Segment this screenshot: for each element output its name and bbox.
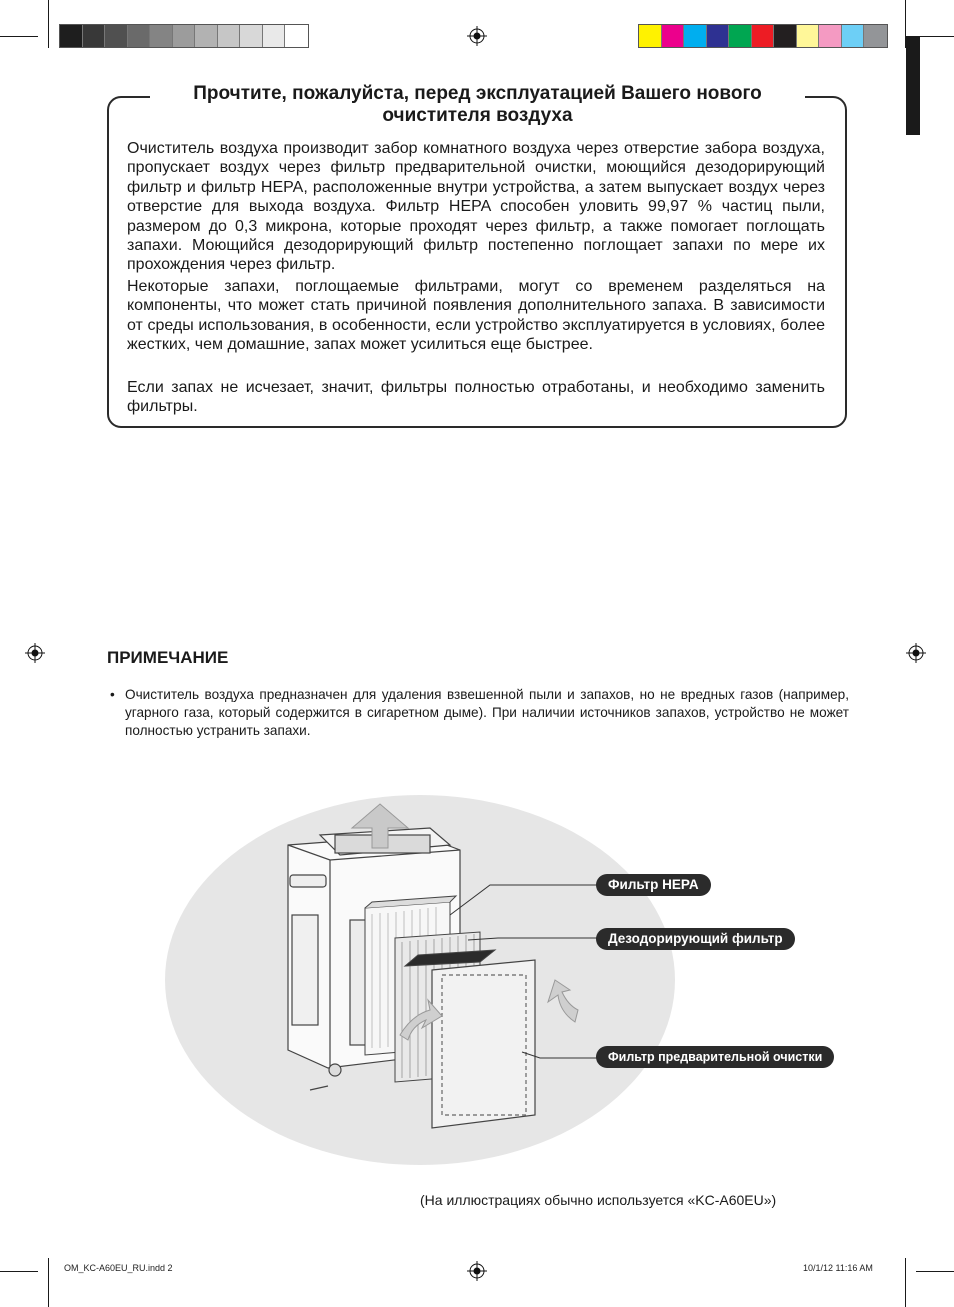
color-swatch [105,25,128,47]
registration-mark-icon [25,643,45,663]
color-swatch [842,25,865,47]
grayscale-color-bar [59,24,309,48]
label-prefilter: Фильтр предварительной очистки [596,1046,834,1068]
air-purifier-illustration [160,790,860,1180]
color-swatch [240,25,263,47]
color-swatch [60,25,83,47]
color-swatch [83,25,106,47]
intro-title: Прочтите, пожалуйста, перед эксплуатацией Вашего нового очистителя воздуха [193,83,762,126]
color-swatch [195,25,218,47]
intro-paragraph: Если запах не исчезает, значит, фильтры полностью отработаны, и необходимо заменить фильтры. [127,379,825,416]
process-color-bar [638,24,888,48]
color-swatch [218,25,241,47]
crop-mark [0,1271,38,1272]
color-swatch [707,25,730,47]
color-swatch [263,25,286,47]
note-heading: ПРИМЕЧАНИЕ [107,648,229,667]
color-swatch [173,25,196,47]
color-swatch [285,25,308,47]
color-swatch [774,25,797,47]
crop-mark [905,1258,906,1307]
bullet-icon: • [110,687,115,702]
color-swatch [797,25,820,47]
crop-mark [0,36,38,37]
label-hepa: Фильтр HEPA [596,874,711,896]
color-swatch [128,25,151,47]
registration-mark-icon [906,643,926,663]
color-swatch [150,25,173,47]
color-swatch [819,25,842,47]
footer-file: OM_KC-A60EU_RU.indd 2 [64,1263,173,1273]
color-swatch [639,25,662,47]
color-swatch [729,25,752,47]
crop-mark [916,36,954,37]
illustration-caption: (На иллюстрациях обычно используется «KC-A60EU») [420,1192,777,1208]
crop-mark [916,1271,954,1272]
footer-datetime: 10/1/12 11:16 AM [803,1263,873,1273]
note-text: Очиститель воздуха предназначен для удаления взвешенной пыли и запахов, но не вредных газов (например, угарного газа, который содержится в сигаретном дыме). При наличии источников запахов, устройство не может полностью устранить запахи. [125,687,849,738]
intro-paragraph: Очиститель воздуха производит забор комнатного воздуха через отверстие забора воздуха, пропускает воздух через фильтр предварительной очистки, моющийся дезодорирующий фильтр и фильтр HEPA, расположенные внутри устройства, а затем выпускает воздух через отверстие для выхода воздуха. Фильтр HEPA способен уловить 99,97 % частиц пыли, размером до 0,3 микрона, которые проходят через фильтр, а также помогает поглощать запахи. Моющийся дезодорирующий фильтр постепенно поглощает запахи по мере их прохождения через фильтр. [127,140,825,274]
crop-mark [48,1258,49,1307]
label-deodorizing: Дезодорирующий фильтр [596,928,795,950]
color-swatch [864,25,887,47]
color-swatch [752,25,775,47]
registration-mark-icon [467,26,487,46]
crop-mark [48,0,49,48]
color-swatch [662,25,685,47]
section-tab [906,36,920,135]
pre-filter [432,960,535,1128]
color-swatch [684,25,707,47]
registration-mark-icon [467,1261,487,1281]
intro-paragraph: Некоторые запахи, поглощаемые фильтрами, могут со временем разделяться на компоненты, что может стать причиной появления дополнительного запаха. В зависимости от среды использования, в особенности, если устройство эксплуатируется в условиях, более жестких, чем домашние, запах может усилиться еще быстрее. [127,278,825,354]
